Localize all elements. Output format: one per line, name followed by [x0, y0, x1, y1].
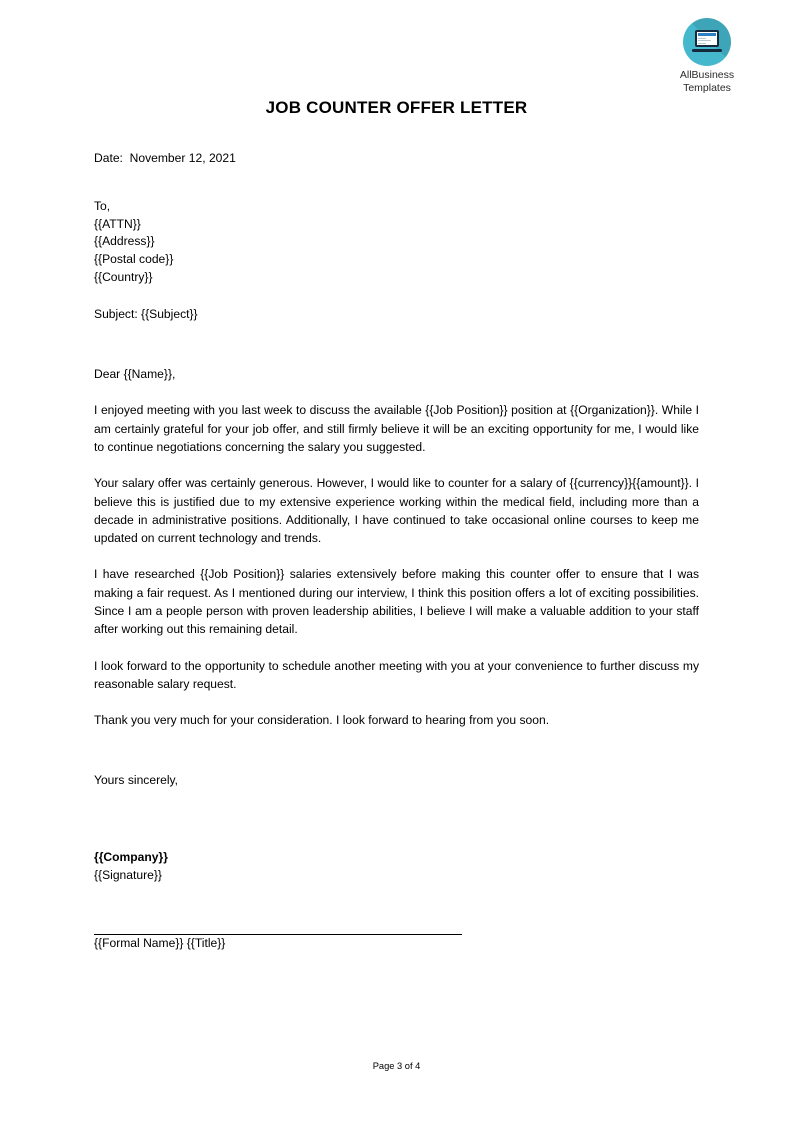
company-name: {{Company}} [94, 850, 168, 865]
page-footer: Page 3 of 4 [372, 1061, 421, 1071]
laptop-titlebar [698, 33, 716, 36]
page-title: JOB COUNTER OFFER LETTER [265, 98, 528, 117]
spacer-para-4 [94, 693, 699, 711]
brand-name [659, 69, 755, 94]
spacer-para-1 [94, 456, 699, 474]
brand-logo [659, 18, 755, 94]
spacer-para-3 [94, 639, 699, 657]
closing-salutation: Yours sincerely, [94, 772, 179, 787]
laptop-icon [683, 18, 731, 66]
laptop-line-3 [698, 43, 706, 44]
spacer-before-closing-2 [94, 760, 699, 772]
spacer-before-rule-2 [94, 915, 699, 934]
body-paragraph-2: Your salary offer was certainly generous. However, I would like to counter for a salary of {{currency}}{{amount}}. I believe this is justified due to my extensive experience working within the medical field, including more than a decade in administrative positions. Additionally, I have continued to take occasional online courses to keep me updated on current technology and trends. [94, 476, 699, 546]
spacer-after-date [94, 168, 699, 198]
signature-name-title: {{Formal Name}} {{Title}} [94, 935, 226, 950]
spacer-before-company-2 [94, 819, 699, 849]
body-paragraph-5: Thank you very much for your consideration. I look forward to hearing from you soon. [94, 713, 550, 728]
brand-name-line-1: AllBusiness [679, 69, 735, 81]
laptop-line-2 [698, 40, 711, 41]
laptop-line-1 [698, 38, 706, 39]
recipient-address: {{Address}} [94, 234, 155, 249]
spacer-before-salutation-2 [94, 354, 699, 366]
spacer-para-0 [94, 383, 699, 401]
body-paragraph-3: I have researched {{Job Position}} salaries extensively before making this counter offer to ensure that I was making a fair request. As I mentioned during our interview, I think this position offers a lot of exciting possibilities. Since I am a people person with proven leadership abilities, I believe I will make a valuable addition to your staff after working out this remaining detail. [94, 567, 699, 637]
date-line: Date: November 12, 2021 [94, 151, 236, 165]
spacer-before-salutation [94, 324, 699, 354]
spacer-before-rule [94, 885, 699, 915]
spacer-before-closing [94, 730, 699, 760]
laptop-base [692, 49, 722, 52]
spacer-before-company [94, 789, 699, 819]
laptop-glyph [692, 30, 722, 54]
subject-line: Subject: {{Subject}} [94, 306, 198, 321]
spacer-para-2 [94, 547, 699, 565]
document-body [94, 150, 699, 953]
body-paragraph-1: I enjoyed meeting with you last week to discuss the available {{Job Position}} position at {{Organization}}. While I am certainly grateful for your job offer, and still firmly believe it will be an exciting opportunity for me, I would like to continue negotiations concerning the salary you suggested. [94, 403, 699, 454]
spacer-before-subject [94, 287, 699, 306]
body-paragraph-4: I look forward to the opportunity to schedule another meeting with you at your convenience to further discuss my reasonable salary request. [94, 658, 699, 691]
signature-placeholder: {{Signature}} [94, 868, 162, 883]
recipient-attn: {{ATTN}} [94, 216, 141, 231]
recipient-country: {{Country}} [94, 269, 153, 284]
recipient-to-label: To, [94, 198, 111, 213]
laptop-screen [695, 30, 719, 47]
brand-name-line-2: Templates [683, 81, 731, 94]
recipient-postal-code: {{Postal code}} [94, 252, 174, 267]
salutation: Dear {{Name}}, [94, 366, 176, 381]
laptop-screen-inner [697, 32, 717, 45]
